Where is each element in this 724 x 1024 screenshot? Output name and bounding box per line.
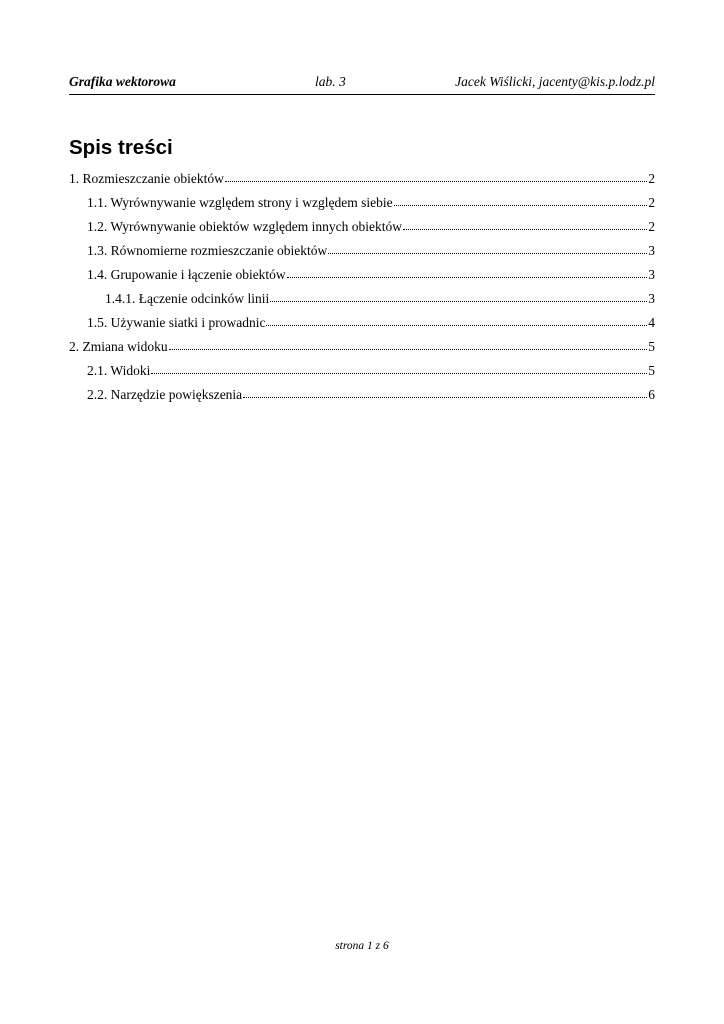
toc-entry[interactable] (69, 290, 655, 314)
toc-entry-text[interactable]: 1.4.1. Łączenie odcinków linii (105, 291, 270, 306)
header-lab-number: lab. 3 (315, 74, 346, 89)
header-course-title: Grafika wektorowa (69, 74, 176, 89)
toc-entry-page[interactable]: 5 (648, 363, 655, 378)
toc-entry-text[interactable]: 1.5. Używanie siatki i prowadnic (87, 315, 266, 330)
toc-entry[interactable] (69, 314, 655, 338)
toc-entry[interactable] (69, 242, 655, 266)
dot-leader (394, 205, 648, 206)
dot-leader (287, 277, 648, 278)
dot-leader (225, 181, 647, 182)
toc-entry-page[interactable]: 5 (648, 339, 655, 354)
toc-entry-page[interactable]: 2 (648, 219, 655, 234)
dot-leader (266, 325, 647, 326)
toc-entry-text[interactable]: 2. Zmiana widoku (69, 339, 168, 354)
toc-title: Spis treści (69, 136, 173, 159)
toc-entry-page[interactable]: 4 (648, 315, 655, 330)
toc-entry-page[interactable]: 2 (648, 171, 655, 186)
toc-entry-page[interactable]: 3 (648, 291, 655, 306)
table-of-contents (69, 170, 655, 410)
toc-entry[interactable] (69, 218, 655, 242)
toc-entry-text[interactable]: 2.2. Narzędzie powiększenia (87, 387, 243, 402)
dot-leader (403, 229, 647, 230)
toc-entry-text[interactable]: 1. Rozmieszczanie obiektów (69, 171, 224, 186)
dot-leader (151, 373, 647, 374)
toc-entry-text[interactable]: 1.3. Równomierne rozmieszczanie obiektów (87, 243, 328, 258)
toc-entry-text[interactable]: 1.4. Grupowanie i łączenie obiektów (87, 267, 286, 282)
dot-leader (169, 349, 648, 350)
toc-entry-page[interactable]: 3 (648, 243, 655, 258)
toc-entry[interactable] (69, 362, 655, 386)
page-header (69, 72, 655, 95)
toc-entry[interactable] (69, 170, 655, 194)
dot-leader (243, 397, 647, 398)
toc-entry[interactable] (69, 266, 655, 290)
header-author: Jacek Wiślicki, jacenty@kis.p.lodz.pl (455, 74, 655, 89)
dot-leader (328, 253, 647, 254)
toc-entry-page[interactable]: 3 (648, 267, 655, 282)
toc-entry-page[interactable]: 6 (648, 387, 655, 402)
page-footer: strona 1 z 6 (335, 940, 389, 952)
toc-entry[interactable] (69, 338, 655, 362)
toc-entry[interactable] (69, 386, 655, 410)
toc-entry-text[interactable]: 2.1. Widoki (87, 363, 151, 378)
toc-entry[interactable] (69, 194, 655, 218)
toc-entry-page[interactable]: 2 (648, 195, 655, 210)
toc-entry-text[interactable]: 1.2. Wyrównywanie obiektów względem innych obiektów (87, 219, 402, 234)
dot-leader (270, 301, 647, 302)
toc-entry-text[interactable]: 1.1. Wyrównywanie względem strony i względem siebie (87, 195, 393, 210)
